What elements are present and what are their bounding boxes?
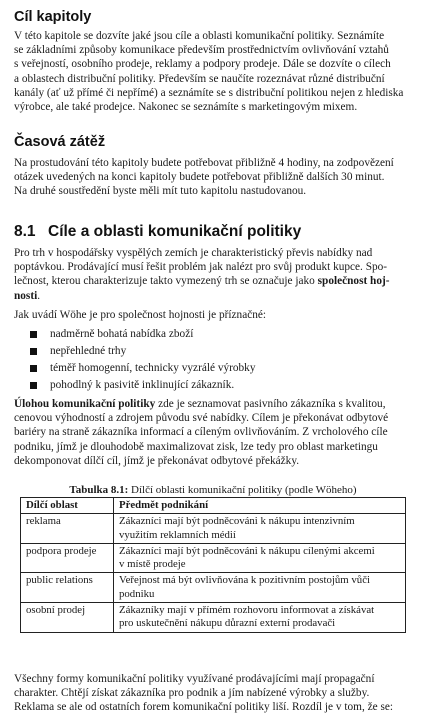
text-line: V této kapitole se dozvíte jaké jsou cíle a oblasti komunikační politiky. Seznámíte — [14, 30, 385, 42]
bullet-square-icon — [30, 348, 37, 355]
list-item: pohodlný k pasivitě inklinující zákazník. — [28, 377, 408, 394]
table-row — [21, 603, 406, 633]
text-line: a oblastech distribuční politiky. Především se naučíte rozeznávat různé distribuční — [14, 72, 385, 85]
text-line: nosti. — [14, 289, 41, 302]
closing-paragraph — [14, 672, 412, 715]
text-line: Reklama se ale od ostatních forem komunikační politiky liší. Rozdíl je v tom, že se: — [14, 701, 393, 714]
list-intro: Jak uvádí Wöhe je pro společnost hojnosti je příznačné: — [14, 309, 267, 321]
text-line: Pro trh v hospodářsky vyspělých zemích je charakteristický převis nabídky nad — [14, 247, 373, 259]
bullet-square-icon — [30, 365, 37, 372]
text-line: otázek uvedených na konci kapitoly budete potřebovat přibližně dalších 30 minut. — [14, 171, 385, 184]
list-item: téměř homogenní, technicky vyzrálé výrobky — [28, 360, 408, 377]
table-caption: Tabulka 8.1: Dílčí oblasti komunikační politiky (podle Wöheho) — [69, 484, 357, 496]
table-cell: Veřejnost má být ovlivňována k pozitivním postojům vůči podniku — [114, 573, 406, 603]
list-item: nepřehledné trhy — [28, 343, 408, 360]
table-cell: Zákazníci mají být podněcováni k nákupu intenzivním využitím reklamních médií — [114, 514, 406, 544]
text-line: Úlohou komunikační politiky zde je seznamovat pasivního zákazníka s kvalitou, — [14, 398, 386, 410]
bullet-list — [28, 326, 408, 394]
text-line: poptávkou. Prodávající musí řešit problém jak nalézt pro svůj produkt kupce. Spo- — [14, 261, 388, 274]
text-line: s veřejností, osobního prodeje, reklamy a podpory prodeje. Dále se dozvíte o cílech — [14, 58, 391, 71]
text-line: výrobce, ale také prodejce. Nakonec se seznámíte s marketingovým mixem. — [14, 101, 358, 114]
text-line: lečnost, kterou charakterizuje takto vymezený trh se označuje jako společnost hoj- — [14, 275, 390, 288]
areas-table — [20, 497, 406, 633]
intro-paragraph — [14, 246, 412, 303]
table-cell: public relations — [21, 573, 114, 603]
table-cell: osobní prodej — [21, 603, 114, 633]
chapter-heading — [14, 223, 301, 241]
goals-paragraph — [14, 29, 412, 114]
text-line: Na druhé soustředění byste měli mít tuto kapitolu nastudovanou. — [14, 185, 307, 198]
column-header: Dílčí oblast — [21, 498, 114, 514]
bold-term: společnost hoj- — [317, 275, 390, 288]
table-header-row — [21, 498, 406, 514]
bold-term: Úlohou komunikační politiky — [14, 398, 156, 410]
text-line: cenovou výhodností a zdrojem původu své nabídky. Cílem je překonávat odbytové — [14, 412, 389, 425]
time-heading: Časová zátěž — [14, 134, 106, 150]
table-cell: Zákazníci mají být podněcováni k nákupu cílenými akcemi v místě prodeje — [114, 543, 406, 573]
text-line: bariéry na straně zákazníka informací a cíleným ovlivňováním. Z vrcholového cíle — [14, 426, 388, 439]
table-caption-label: Tabulka 8.1: — [69, 484, 129, 496]
chapter-number: 8.1 — [14, 223, 36, 240]
time-paragraph — [14, 156, 412, 199]
table-row — [21, 543, 406, 573]
text-line: charakter. Chtějí získat zákazníka pro podnik a jím nabízené výrobky a služby. — [14, 687, 370, 700]
text-line: se základními způsoby komunikace především prostřednictvím ovlivňování vztahů — [14, 44, 389, 57]
table-row — [21, 514, 406, 544]
text-line: dekomponovat dílčí cíl, jímž je překonávat odbytové překážky. — [14, 454, 300, 467]
table-cell: podpora prodeje — [21, 543, 114, 573]
text-line: podniku, jímž je dlouhodobě maximalizovat zisk, lze tedy pro oblast marketingu — [14, 440, 378, 453]
table-cell: Zákazníky mají v přímém rozhovoru informovat a získávat pro uskutečnění nákupu důrazní externí prodavači — [114, 603, 406, 633]
text-line: kanály (ať už přímé či nepřímé) a seznámíte se s distribuční politikou nejen z hlediska — [14, 86, 404, 99]
table-row — [21, 573, 406, 603]
chapter-title: Cíle a oblasti komunikační politiky — [48, 223, 302, 240]
table-cell: reklama — [21, 514, 114, 544]
bullet-square-icon — [30, 331, 37, 338]
role-paragraph — [14, 397, 412, 468]
text-line: Všechny formy komunikační politiky využívané prodávajícími mají propagační — [14, 673, 375, 685]
text-line: Na prostudování této kapitoly budete potřebovat přibližně 4 hodiny, na zodpovězení — [14, 157, 394, 169]
list-item: nadměrně bohatá nabídka zboží — [28, 326, 408, 343]
column-header: Předmět podnikání — [114, 498, 406, 514]
bold-term: nosti — [14, 289, 38, 302]
bullet-square-icon — [30, 382, 37, 389]
goals-heading: Cíl kapitoly — [14, 9, 92, 25]
